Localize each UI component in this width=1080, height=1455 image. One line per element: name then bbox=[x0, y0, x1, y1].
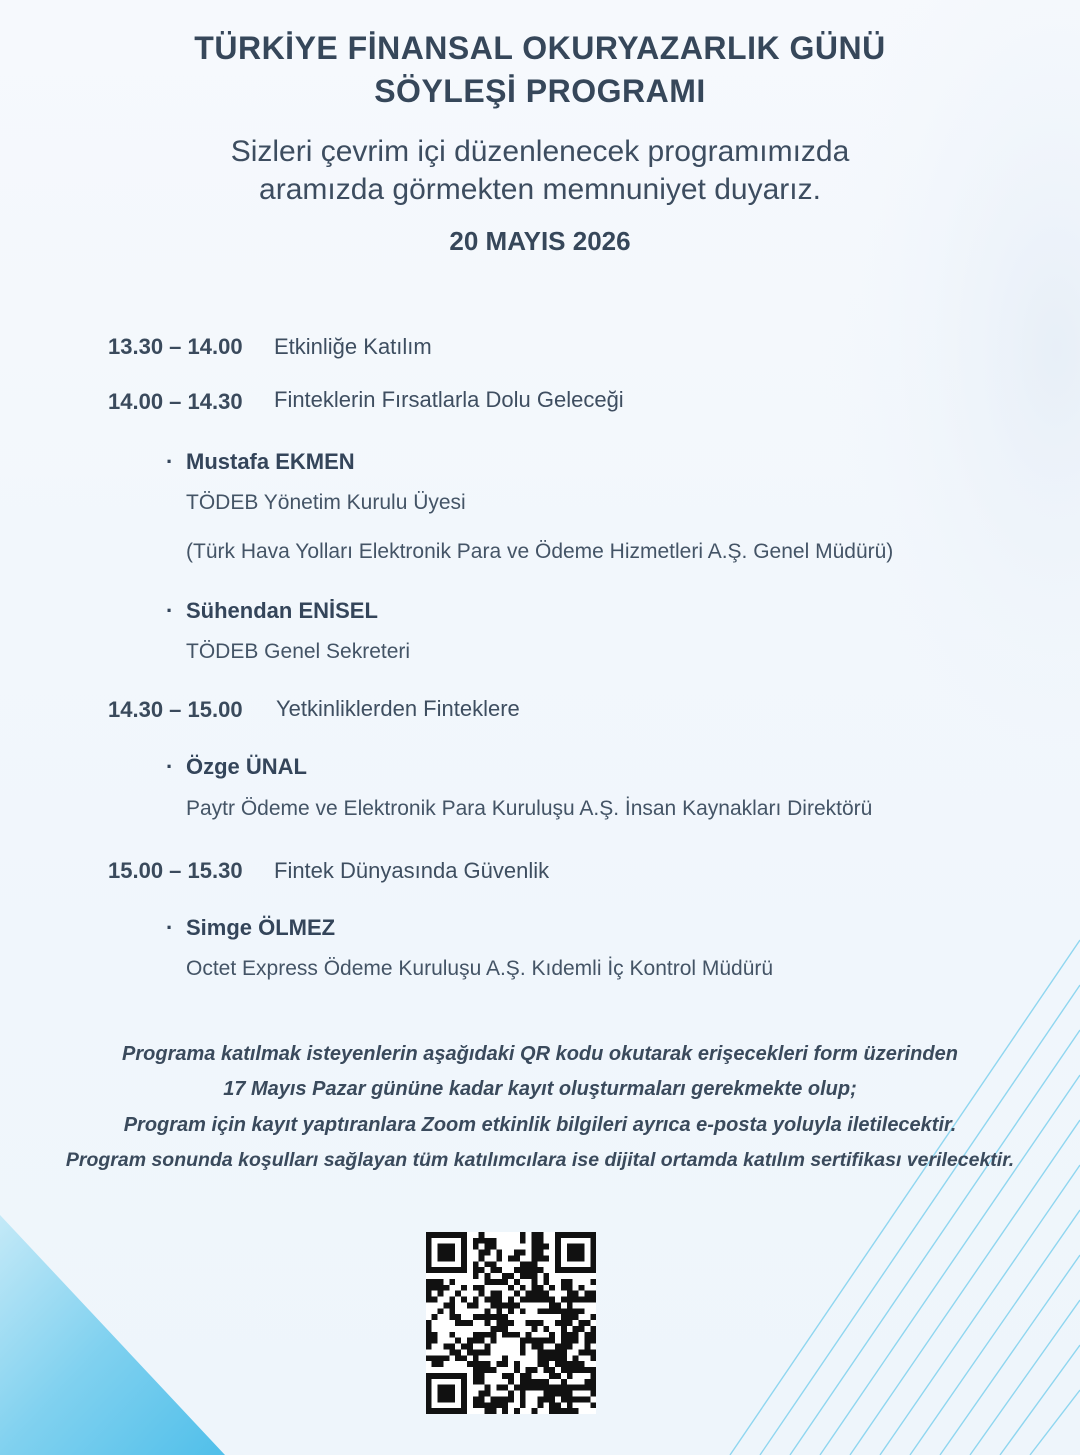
session-title: Yetkinliklerden Finteklere bbox=[276, 696, 520, 721]
speaker-name: · Sühendan ENİSEL bbox=[166, 598, 378, 623]
qr-code[interactable] bbox=[424, 1232, 598, 1414]
session-title: Etkinliğe Katılım bbox=[274, 334, 432, 359]
session-title: Finteklerin Fırsatlarla Dolu Geleceği bbox=[274, 387, 624, 412]
page-title-line2: SÖYLEŞİ PROGRAMI bbox=[374, 73, 706, 109]
session-time: 13.30 – 14.00 bbox=[108, 334, 243, 359]
event-date: 20 MAYIS 2026 bbox=[449, 226, 631, 256]
invitation-text: Sizleri çevrim içi düzenlenecek programımızda bbox=[230, 135, 850, 168]
speaker-role: (Türk Hava Yolları Elektronik Para ve Ödeme Hizmetleri A.Ş. Genel Müdürü) bbox=[186, 540, 894, 563]
page-title: TÜRKİYE FİNANSAL OKURYAZARLIK GÜNÜ bbox=[194, 30, 886, 66]
bullet-icon: · bbox=[166, 915, 174, 940]
registration-note: Programa katılmak isteyenlerin aşağıdaki QR kodu okutarak erişecekleri form üzerinden bbox=[122, 1043, 958, 1065]
bullet-icon: · bbox=[166, 598, 174, 623]
speaker-role: TÖDEB Yönetim Kurulu Üyesi bbox=[186, 491, 466, 514]
speaker-name: · Mustafa EKMEN bbox=[166, 449, 355, 474]
registration-note: 17 Mayıs Pazar gününe kadar kayıt oluşturmaları gerekmekte olup; bbox=[223, 1078, 857, 1100]
bullet-icon: · bbox=[166, 754, 174, 779]
speaker-role: Octet Express Ödeme Kuruluşu A.Ş. Kıdemli İç Kontrol Müdürü bbox=[186, 957, 774, 980]
invitation-text-line2: aramızda görmekten memnuniyet duyarız. bbox=[259, 173, 821, 206]
session-time: 14.30 – 15.00 bbox=[108, 697, 243, 722]
speaker-role: Paytr Ödeme ve Elektronik Para Kuruluşu A.Ş. İnsan Kaynakları Direktörü bbox=[186, 797, 873, 820]
registration-note: Program için kayıt yaptıranlara Zoom etkinlik bilgileri ayrıca e-posta yoluyla iletilecektir. bbox=[123, 1114, 957, 1136]
session-time: 14.00 – 14.30 bbox=[108, 389, 243, 414]
speaker-name: · Simge ÖLMEZ bbox=[166, 915, 336, 940]
bullet-icon: · bbox=[166, 449, 174, 474]
registration-note: Program sonunda koşulları sağlayan tüm katılımcılara ise dijital ortamda katılım sertifikası verilecektir. bbox=[65, 1149, 1015, 1171]
speaker-role: TÖDEB Genel Sekreteri bbox=[186, 640, 411, 663]
speaker-name: · Özge ÜNAL bbox=[166, 754, 307, 779]
session-time: 15.00 – 15.30 bbox=[108, 858, 243, 883]
session-title: Fintek Dünyasında Güvenlik bbox=[274, 858, 550, 883]
